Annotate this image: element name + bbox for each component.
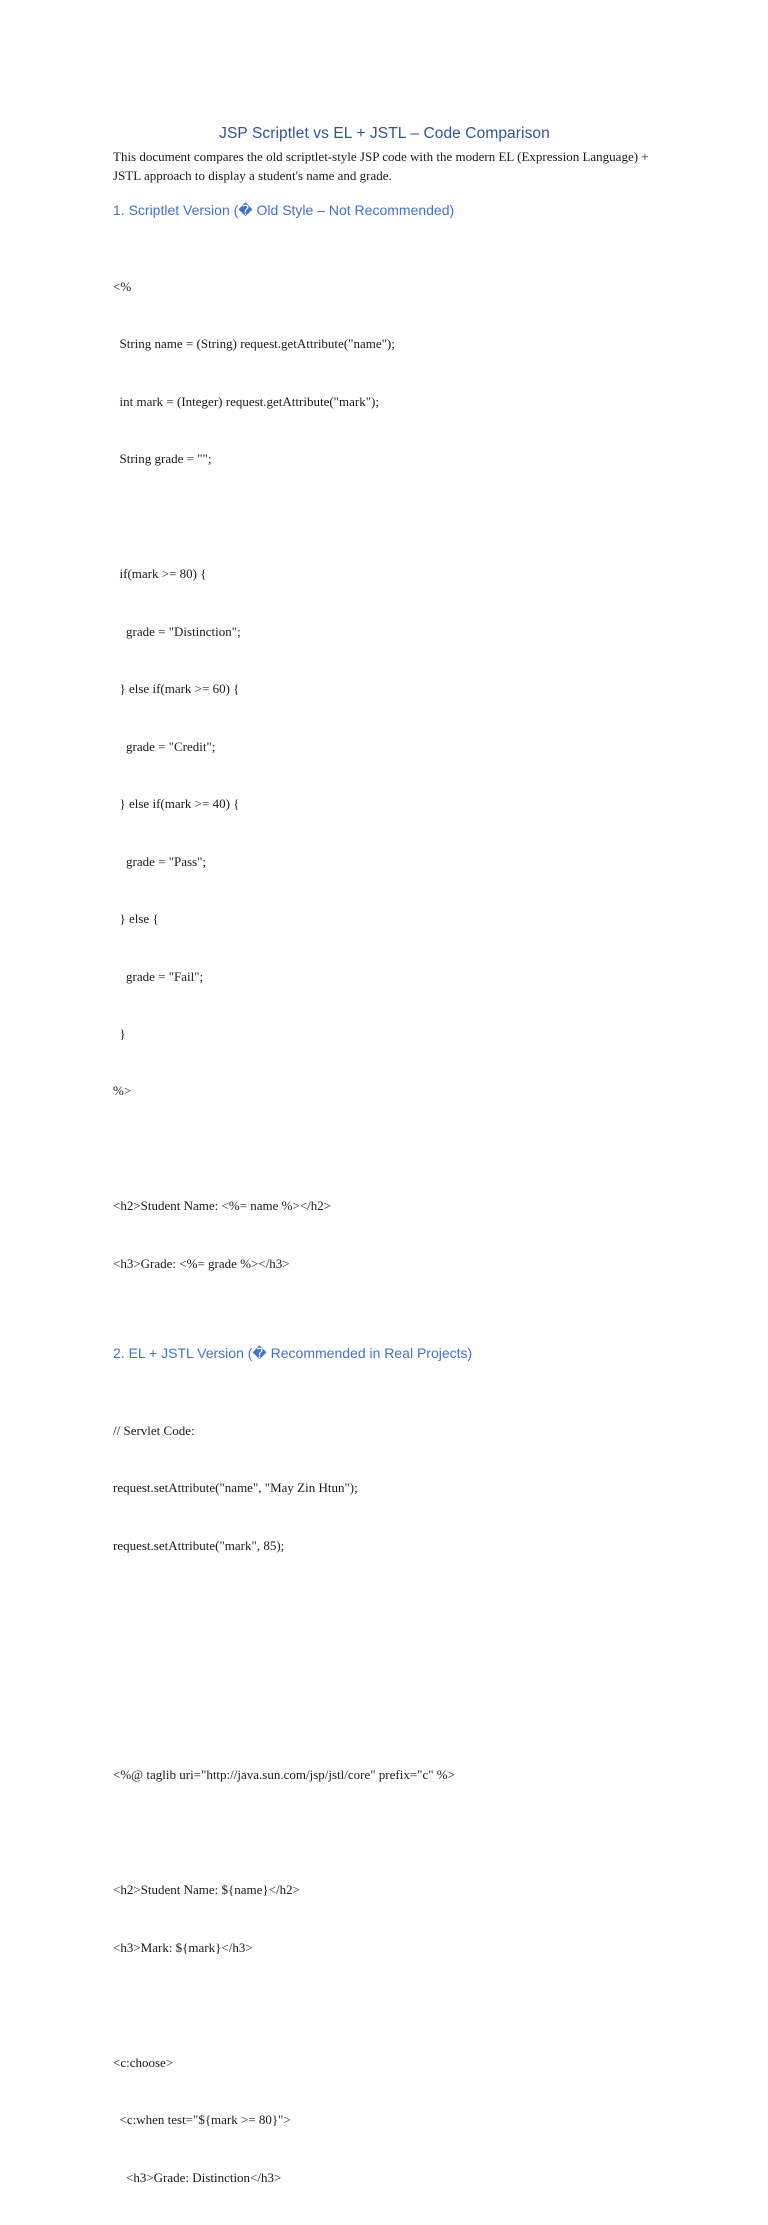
code-line: <c:when test="${mark >= 80}"> [113, 2112, 291, 2128]
code-line: String grade = ""; [113, 451, 212, 467]
section-heading-el-jstl: 2. EL + JSTL Version (� Recommended in Real Projects) [113, 1345, 473, 1362]
code-line: <% [113, 278, 132, 294]
code-line: <h3>Grade: <%= grade %></h3> [113, 1255, 290, 1271]
code-line: if(mark >= 80) { [113, 566, 207, 582]
code-line [113, 1995, 656, 2014]
code-line: grade = "Distinction"; [113, 623, 241, 639]
code-line: grade = "Fail"; [113, 968, 204, 984]
code-line: request.setAttribute("mark", 85); [113, 1537, 285, 1553]
code-line: <h3>Grade: Distinction</h3> [113, 2169, 282, 2185]
code-line: <h3>Mark: ${mark}</h3> [113, 1939, 253, 1955]
section-heading-scriptlet: 1. Scriptlet Version (� Old Style – Not Recommended) [113, 201, 455, 218]
code-line: String name = (String) request.getAttribute("name"); [113, 336, 395, 352]
code-line: grade = "Credit"; [113, 738, 216, 754]
code-line: %> [113, 1083, 132, 1099]
code-line: } [113, 1026, 126, 1041]
code-line: <c:choose> [113, 2054, 174, 2070]
code-line: int mark = (Integer) request.getAttribute("mark"); [113, 393, 379, 409]
code-line [113, 1708, 656, 1727]
code-line [113, 507, 656, 526]
code-line [113, 1593, 656, 1612]
code-line [113, 1823, 656, 1842]
code-line: } else if(mark >= 60) { [113, 681, 240, 697]
code-line: } else { [113, 911, 159, 927]
code-line [113, 1651, 656, 1670]
intro-paragraph: This document compares the old scriptlet-style JSP code with the modern EL (Expression Language) + JSTL approach to display a student's name and grade. [113, 149, 649, 184]
document-title: JSP Scriptlet vs EL + JSTL – Code Comparison [219, 125, 550, 142]
code-line: request.setAttribute("name", "May Zin Htun"); [113, 1480, 358, 1496]
code-block-el-jstl [113, 1382, 656, 2225]
code-line: // Servlet Code: [113, 1422, 195, 1438]
code-line: <h2>Student Name: <%= name %></h2> [113, 1198, 332, 1214]
code-line: <%@ taglib uri="http://java.sun.com/jsp/jstl/core" prefix="c" %> [113, 1767, 455, 1783]
code-line [113, 1139, 656, 1158]
code-line: } else if(mark >= 40) { [113, 796, 240, 812]
code-line: grade = "Pass"; [113, 853, 207, 869]
code-block-scriptlet [113, 239, 656, 1312]
code-line: <h2>Student Name: ${name}</h2> [113, 1882, 300, 1898]
